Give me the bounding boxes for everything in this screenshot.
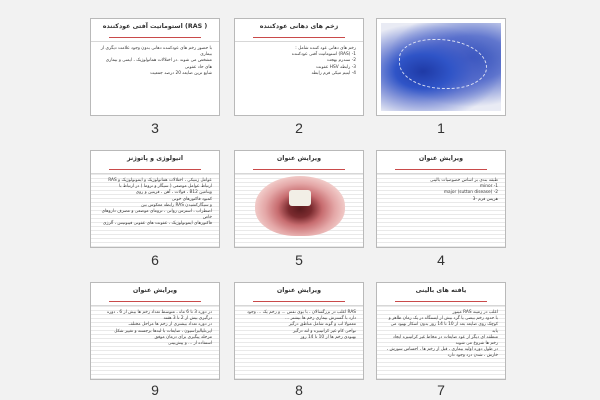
slide-number-4: 4 <box>437 252 445 268</box>
slide-number-6: 6 <box>151 252 159 268</box>
slide-number-1: 1 <box>437 120 445 136</box>
slide-number-9: 9 <box>151 382 159 398</box>
slide-thumbnail-7[interactable] <box>376 282 506 380</box>
slide-title: اتیولوژی و پاتوژنز <box>127 155 183 162</box>
slide-number-7: 7 <box>437 382 445 398</box>
slide-number-8: 8 <box>295 382 303 398</box>
title-underline <box>253 169 345 170</box>
slide-title: ویرایش عنوان <box>276 155 322 162</box>
title-underline <box>253 37 345 38</box>
slide-thumbnail-8[interactable] <box>234 282 364 380</box>
title-underline <box>109 37 201 38</box>
slide-number-3: 3 <box>151 120 159 136</box>
slide-body-text: RAS اغلب در بزرگسالان ، با بوی نفس ... و زخم یک ... وجود دارد با گسترش بیماری زخم ها بیشتر ... معمولا لب و گونه شامل مناطق درگیر نواحی کام غیر کراتینیزه و لثه درگیر بهبودی زخم ها از 10 تا 14 روز <box>246 310 356 340</box>
slide-title: زخم های دهانی عودکننده <box>259 23 339 30</box>
slide-thumbnail-3[interactable] <box>90 18 220 116</box>
slide-thumbnail-5[interactable] <box>234 150 364 248</box>
calligraphy-image <box>381 23 501 111</box>
slide-body-text: طبقه بندی بر اساس خصوصیات بالینی 1- minor 2- major (sutton disease) هرپس فرم -3 <box>430 178 498 202</box>
title-underline <box>395 169 487 170</box>
slide-body-text: زخم های دهانی عود کننده شامل : 1- (RAS) استوماتیت آفتی عودکننده 2- سندرم بهجت 3- رابطه HSV عفونت 4- ایتیم میکی فرم رابطه <box>291 46 356 76</box>
slide-thumbnail-1[interactable] <box>376 18 506 116</box>
title-underline <box>109 301 201 302</box>
slide-title: یافته های بالینی <box>415 287 467 294</box>
title-underline <box>253 301 345 302</box>
slide-body-text: عوامل ژنتیکی ، اختلالات هماتولوژیک و ایمونولوژیک و RAS ارتباط عوامل موضعی ( سیگار و تروما ) در ارتباط با ویتامین B12 ، فولات ، آهن ، فریتین و روی کمبود فاکتورهای خونی و سیگارکشیدن RAS رابطه معکوس بین اضطراب ، استرس روانی ، ترومای موضعی و مصرف داروهای خاص فاکتورهای ایمونولوژیک ، عفونت های عفونی فیبوتیس ، آلرژی <box>101 178 212 227</box>
title-underline <box>109 169 201 170</box>
slide-title: ویرایش عنوان <box>276 287 322 294</box>
mouth-ulcer-photo <box>255 176 345 236</box>
slide-body-text: اغلب در زمینه RAS مینور با حدود زخم بیضی یا گرد بیش از ایستگاه در یک زمان ظاهر و کوچک روی ضایعه بعد از 10 تا 14 روز بدون اسکار بهبود می یابد منطقه ای دیگر از عود ضایعات در مخاط غیر کراتینیزه ایجاد زخم ها شروع می شوند در طول دوره اولیه بیماری ، قبل از زخم ها ، احساس سوزش ، خارش ، شدن درد وجود دارد <box>386 310 498 359</box>
slide-title: ویرایش عنوان <box>418 155 464 162</box>
slide-thumbnail-2[interactable] <box>234 18 364 116</box>
slide-title: ویرایش عنوان <box>132 287 178 294</box>
slide-body-text: در دوره 3 تا 6 ماه ، متوسط تعداد زخم ها بیش از 6 ، دوره درگیری بیش از 2 تا 3 هفته در دوره تعداد بیشتری از زخم ها مراحل مختلف اپی‌تلیالیزاسیون ، ضایعات با لبه‌ها برجسته و تغییر شکل مرحله پیگیری برای درمان موفق استفاده از ... و پیش‌بینی <box>106 310 212 347</box>
slide-body-text: با حضور زخم های عودکننده دهانی بدون وجود علامت دیگری از بیماری مشخص می شوند .در اختلالات هماتولوژیک ، ایمنی و بیماری های حاد عفونی شایع ترین ضایعه 20 درصد جمعیت <box>100 46 212 76</box>
slide-number-5: 5 <box>295 252 303 268</box>
slide-thumbnail-9[interactable] <box>90 282 220 380</box>
slide-title: ( RAS) استوماتیت آفتی عودکننده <box>102 23 208 30</box>
slide-number-2: 2 <box>295 120 303 136</box>
slide-thumbnail-6[interactable] <box>90 150 220 248</box>
slide-thumbnail-4[interactable] <box>376 150 506 248</box>
title-underline <box>395 301 487 302</box>
